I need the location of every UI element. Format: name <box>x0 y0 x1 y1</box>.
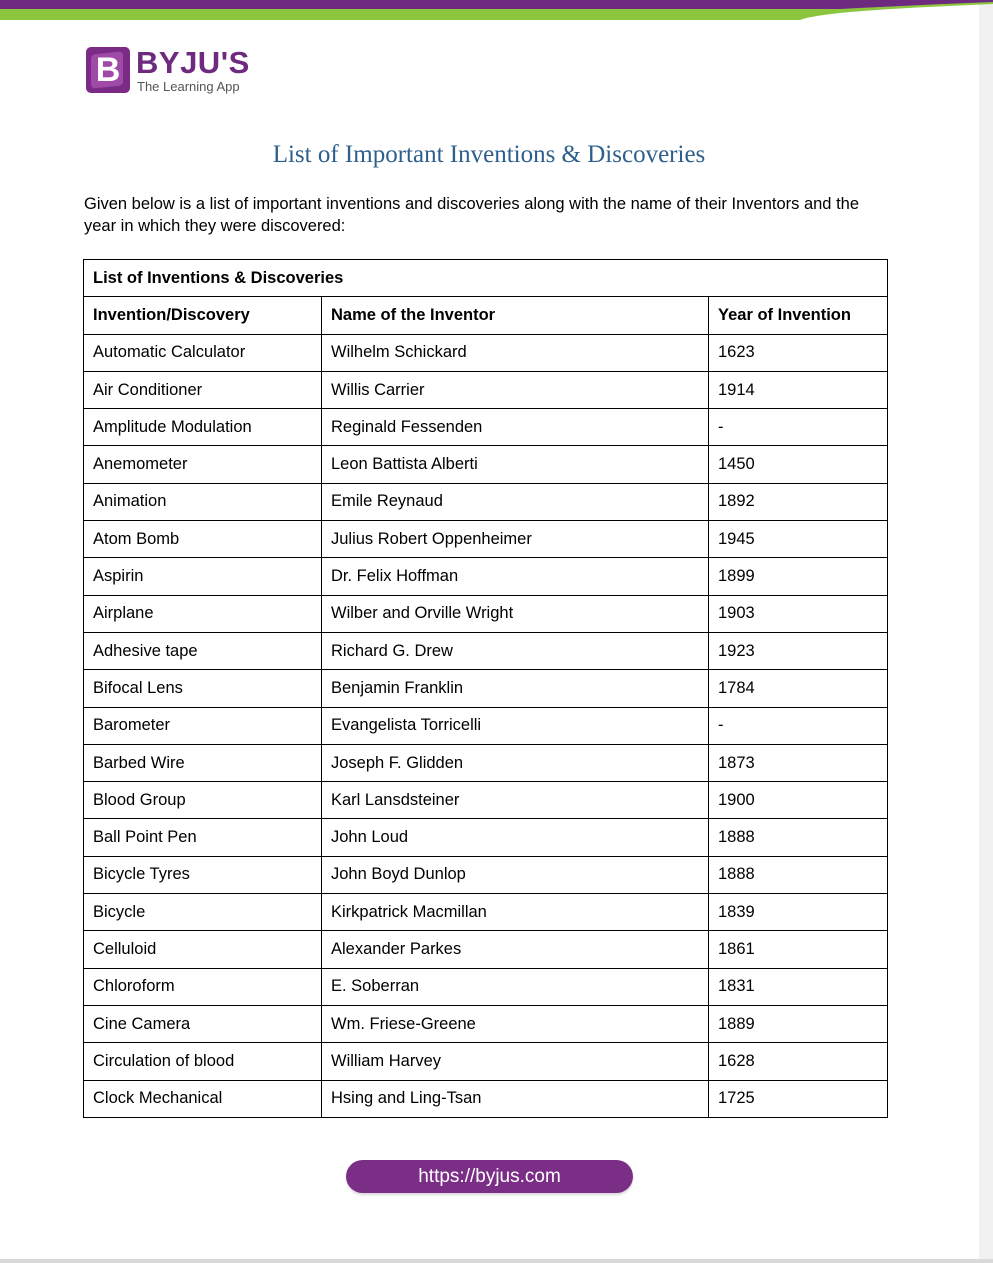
table-row <box>84 856 888 893</box>
invention-cell: Atom Bomb <box>84 521 322 558</box>
invention-cell: Bicycle Tyres <box>84 856 322 893</box>
intro-paragraph: Given below is a list of important inventions and discoveries along with the name of their Inventors and the year in which they were discovered: <box>84 195 860 235</box>
logo-mark-letter: B <box>95 51 121 89</box>
year-cell: 1888 <box>709 819 888 856</box>
invention-cell: Barometer <box>84 707 322 744</box>
table-row <box>84 1005 888 1042</box>
year-cell: 1914 <box>709 371 888 408</box>
document-title: List of Important Inventions & Discoveries <box>272 141 706 168</box>
logo-tagline: The Learning App <box>137 79 240 94</box>
table-row <box>84 744 888 781</box>
table-row <box>84 782 888 819</box>
table-row <box>84 334 888 371</box>
inventor-cell: Wm. Friese-Greene <box>322 1005 709 1042</box>
table-caption: List of Inventions & Discoveries <box>84 260 888 297</box>
inventor-cell: Alexander Parkes <box>322 931 709 968</box>
inventor-cell: Reginald Fessenden <box>322 409 709 446</box>
table-row <box>84 819 888 856</box>
table-row <box>84 409 888 446</box>
invention-cell: Chloroform <box>84 968 322 1005</box>
invention-cell: Bicycle <box>84 894 322 931</box>
header-year: Year of Invention <box>709 297 888 334</box>
inventor-cell: Leon Battista Alberti <box>322 446 709 483</box>
invention-cell: Clock Mechanical <box>84 1080 322 1117</box>
inventor-cell: Willis Carrier <box>322 371 709 408</box>
year-cell: 1899 <box>709 558 888 595</box>
footer-link-button[interactable] <box>346 1160 633 1193</box>
table-row <box>84 931 888 968</box>
table-row <box>84 1080 888 1117</box>
invention-cell: Airplane <box>84 595 322 632</box>
year-cell: 1831 <box>709 968 888 1005</box>
inventor-cell: Karl Lansdsteiner <box>322 782 709 819</box>
inventor-cell: Dr. Felix Hoffman <box>322 558 709 595</box>
year-cell: 1861 <box>709 931 888 968</box>
inventor-cell: Benjamin Franklin <box>322 670 709 707</box>
year-cell: 1923 <box>709 632 888 669</box>
table-row <box>84 632 888 669</box>
inventor-cell: Emile Reynaud <box>322 483 709 520</box>
inventor-cell: E. Soberran <box>322 968 709 1005</box>
invention-cell: Air Conditioner <box>84 371 322 408</box>
year-cell: 1450 <box>709 446 888 483</box>
invention-cell: Bifocal Lens <box>84 670 322 707</box>
table-row <box>84 521 888 558</box>
year-cell: 1900 <box>709 782 888 819</box>
year-cell: 1903 <box>709 595 888 632</box>
inventor-cell: William Harvey <box>322 1043 709 1080</box>
inventor-cell: Julius Robert Oppenheimer <box>322 521 709 558</box>
table-row <box>84 968 888 1005</box>
inventor-cell: John Loud <box>322 819 709 856</box>
year-cell: - <box>709 409 888 446</box>
invention-cell: Automatic Calculator <box>84 334 322 371</box>
year-cell: 1889 <box>709 1005 888 1042</box>
year-cell: 1839 <box>709 894 888 931</box>
table-header-row <box>84 297 888 334</box>
table-row <box>84 558 888 595</box>
inventor-cell: Richard G. Drew <box>322 632 709 669</box>
table-row <box>84 371 888 408</box>
invention-cell: Circulation of blood <box>84 1043 322 1080</box>
invention-cell: Amplitude Modulation <box>84 409 322 446</box>
table-row <box>84 707 888 744</box>
year-cell: 1784 <box>709 670 888 707</box>
table-row <box>84 894 888 931</box>
year-cell: 1628 <box>709 1043 888 1080</box>
table-row <box>84 595 888 632</box>
year-cell: 1945 <box>709 521 888 558</box>
inventor-cell: John Boyd Dunlop <box>322 856 709 893</box>
table-row <box>84 446 888 483</box>
invention-cell: Aspirin <box>84 558 322 595</box>
page-right-edge <box>979 0 993 1263</box>
header-invention: Invention/Discovery <box>84 297 322 334</box>
invention-cell: Animation <box>84 483 322 520</box>
page-bottom-edge <box>0 1259 993 1263</box>
logo-name: BYJU'S <box>136 45 250 80</box>
inventor-cell: Evangelista Torricelli <box>322 707 709 744</box>
year-cell: 1873 <box>709 744 888 781</box>
table-caption-row <box>84 260 888 297</box>
logo-mark <box>86 47 130 93</box>
invention-cell: Cine Camera <box>84 1005 322 1042</box>
table-row <box>84 670 888 707</box>
inventor-cell: Wilhelm Schickard <box>322 334 709 371</box>
invention-cell: Ball Point Pen <box>84 819 322 856</box>
byjus-logo <box>86 47 256 97</box>
year-cell: 1725 <box>709 1080 888 1117</box>
year-cell: 1623 <box>709 334 888 371</box>
header-inventor: Name of the Inventor <box>322 297 709 334</box>
invention-cell: Anemometer <box>84 446 322 483</box>
invention-cell: Barbed Wire <box>84 744 322 781</box>
invention-cell: Celluloid <box>84 931 322 968</box>
inventor-cell: Joseph F. Glidden <box>322 744 709 781</box>
footer-link[interactable]: https://byjus.com <box>418 1166 561 1187</box>
table-row <box>84 1043 888 1080</box>
inventor-cell: Wilber and Orville Wright <box>322 595 709 632</box>
inventor-cell: Kirkpatrick Macmillan <box>322 894 709 931</box>
year-cell: 1892 <box>709 483 888 520</box>
header-brand-bar <box>0 0 993 24</box>
inventor-cell: Hsing and Ling-Tsan <box>322 1080 709 1117</box>
year-cell: 1888 <box>709 856 888 893</box>
table-row <box>84 483 888 520</box>
year-cell: - <box>709 707 888 744</box>
invention-cell: Adhesive tape <box>84 632 322 669</box>
inventions-table <box>83 259 888 1118</box>
invention-cell: Blood Group <box>84 782 322 819</box>
